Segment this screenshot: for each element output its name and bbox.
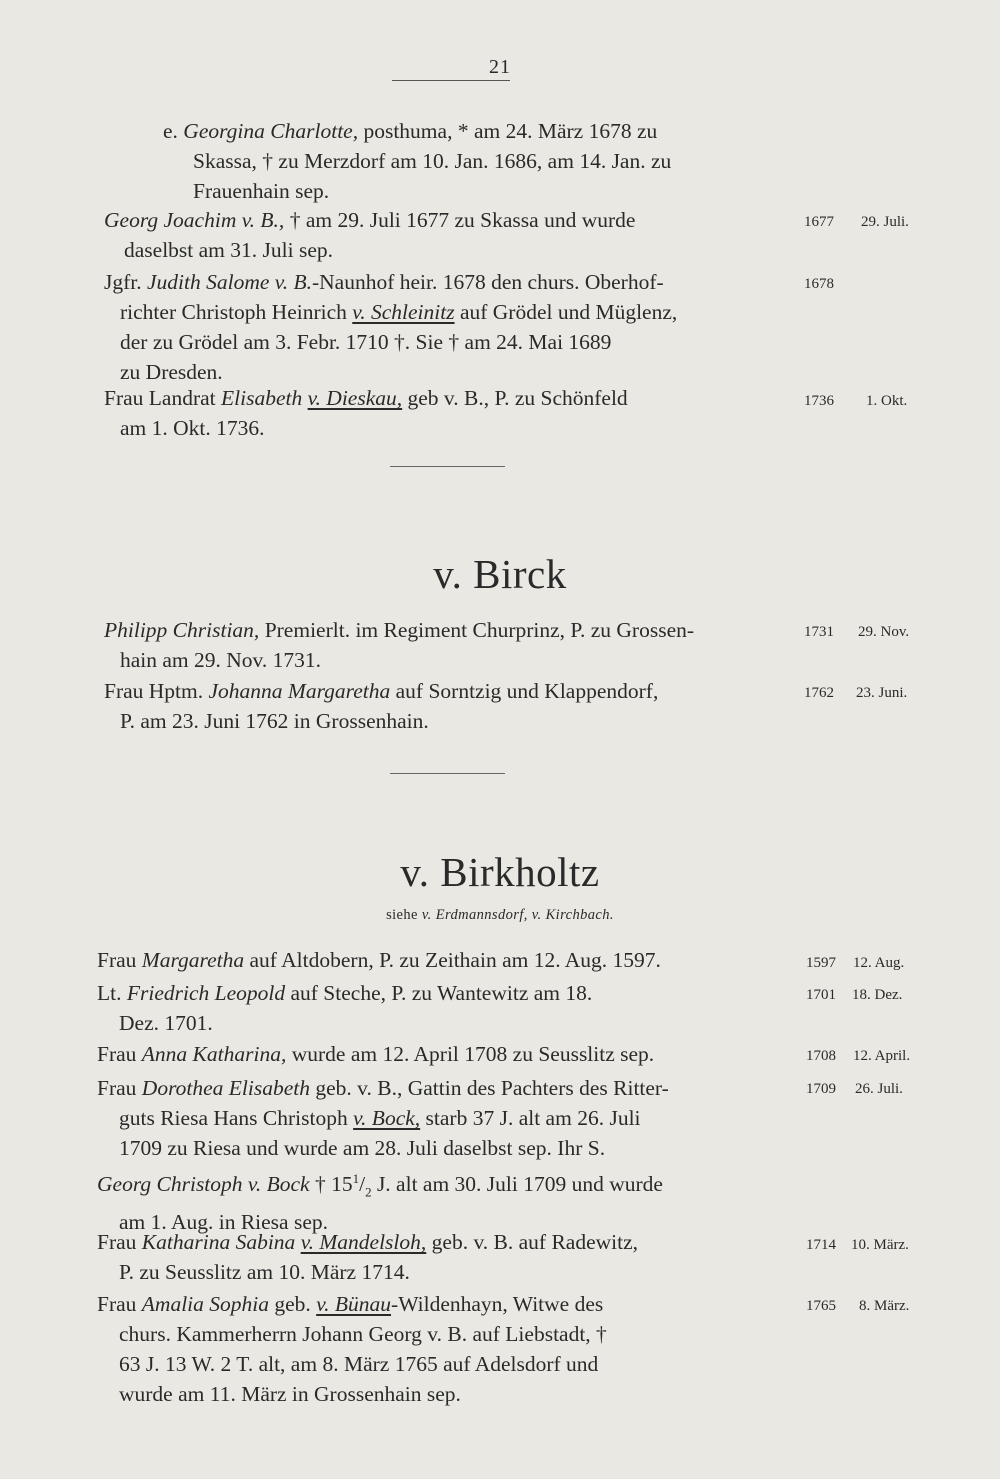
margin-year: 1709 xyxy=(806,1081,836,1097)
person-name: Georgina Charlotte, xyxy=(183,119,359,143)
page-number: 21 xyxy=(489,56,511,78)
top-rule xyxy=(392,80,510,81)
person-name: Georg Christoph v. Bock xyxy=(97,1172,310,1197)
section-heading-birkholtz: v. Birkholtz xyxy=(400,849,600,895)
margin-year: 1736 xyxy=(804,393,834,409)
person-name: Elisabeth xyxy=(221,386,303,410)
margin-date: 23. Juni. xyxy=(856,685,908,701)
margin-year: 1708 xyxy=(806,1048,836,1064)
margin-year: 1597 xyxy=(806,955,836,971)
entry-georgina-charlotte: e. Georgina Charlotte, posthuma, * am 24. März 1678 zu Skassa, † zu Merzdorf am 10. Jan. 1686, am 14. Jan. zu Frauenhain sep. xyxy=(163,119,672,203)
margin-date: 29. Juli. xyxy=(861,214,909,230)
entry-margaretha: Frau Margaretha auf Altdobern, P. zu Zeithain am 12. Aug. 1597. xyxy=(97,948,661,972)
person-name: Philipp Christian, xyxy=(104,618,260,642)
margin-date: 29. Nov. xyxy=(858,624,910,640)
margin-date: 18. Dez. xyxy=(852,987,903,1003)
margin-year: 1714 xyxy=(806,1237,836,1253)
cross-reference: v. Dieskau, xyxy=(307,386,403,410)
margin-year: 1678 xyxy=(804,276,834,292)
margin-date: 12. Aug. xyxy=(853,955,905,971)
person-name: Dorothea Elisabeth xyxy=(141,1076,310,1100)
person-name: Margaretha xyxy=(141,948,245,972)
person-name: Amalia Sophia xyxy=(141,1292,270,1316)
margin-year: 1701 xyxy=(806,987,836,1003)
margin-date: 12. April. xyxy=(853,1048,911,1064)
margin-year: 1731 xyxy=(804,624,834,640)
entry-judith-salome: Jgfr. Judith Salome v. B.-Naunhof heir. 1678 den churs. Oberhof- richter Christoph Heinrich v. Schleinitz auf Grödel und Müglenz, der zu Grödel am 3. Febr. 1710 †. Sie † am 24. Mai 1689 zu Dresden. xyxy=(104,270,678,384)
entry-philipp-christian: Philipp Christian, Premierlt. im Regiment Churprinz, P. zu Grossen- hain am 29. Nov. 1731. xyxy=(104,618,695,672)
cross-reference: v. Schleinitz xyxy=(352,300,455,324)
entry-friedrich-leopold: Lt. Friedrich Leopold auf Steche, P. zu Wantewitz am 18. Dez. 1701. xyxy=(97,981,593,1035)
margin-year: 1677 xyxy=(804,214,834,230)
person-name: Johanna Margaretha xyxy=(208,679,391,703)
section-heading-birck: v. Birck xyxy=(433,551,567,597)
person-name: Judith Salome v. B. xyxy=(147,270,312,294)
margin-date: 26. Juli. xyxy=(855,1081,903,1097)
entry-katharina-sabina: Frau Katharina Sabina v. Mandelsloh, geb. v. B. auf Radewitz, P. zu Seusslitz am 10. März 1714. xyxy=(97,1230,639,1284)
entry-dorothea-elisabeth: Frau Dorothea Elisabeth geb. v. B., Gattin des Pachters des Ritter- guts Riesa Hans Christoph v. Bock, starb 37 J. alt am 26. Juli 1709 zu Riesa und wurde am 28. Juli daselbst sep. Ihr S. xyxy=(97,1076,669,1160)
margin-year: 1765 xyxy=(806,1298,836,1314)
cross-reference: v. Mandelsloh, xyxy=(300,1230,427,1254)
person-name: Anna Katharina, xyxy=(141,1042,287,1066)
section-divider xyxy=(390,773,505,774)
margin-date: 8. März. xyxy=(859,1298,910,1314)
margin-date: 10. März. xyxy=(851,1237,909,1253)
margin-year: 1762 xyxy=(804,685,834,701)
section-divider xyxy=(390,466,505,467)
person-name: Georg Joachim v. B., xyxy=(104,208,285,232)
entry-elisabeth: Frau Landrat Elisabeth v. Dieskau, geb v. B., P. zu Schönfeld am 1. Okt. 1736. xyxy=(104,386,628,440)
entry-georg-joachim: Georg Joachim v. B., † am 29. Juli 1677 zu Skassa und wurde daselbst am 31. Juli sep. xyxy=(104,208,636,262)
margin-date: 1. Okt. xyxy=(866,393,908,409)
person-name: Friedrich Leopold xyxy=(126,981,286,1005)
entry-anna-katharina: Frau Anna Katharina, wurde am 12. April 1708 zu Seusslitz sep. xyxy=(97,1042,655,1066)
cross-reference: v. Bünau xyxy=(316,1292,392,1316)
cross-reference-note: siehe v. Erdmannsdorf, v. Kirchbach. xyxy=(386,907,614,923)
entry-johanna-margaretha: Frau Hptm. Johanna Margaretha auf Sorntzig und Klappendorf, P. am 23. Juni 1762 in Grossenhain. xyxy=(104,679,659,733)
entry-amalia-sophia: Frau Amalia Sophia geb. v. Bünau-Wildenhayn, Witwe des churs. Kammerherrn Johann Georg v. B. auf Liebstadt, † 63 J. 13 W. 2 T. alt, am 8. März 1765 auf Adelsdorf und wurde am 11. März in Grossenhain sep. xyxy=(97,1292,607,1406)
person-name: Katharina Sabina xyxy=(141,1230,296,1254)
cross-reference: v. Bock, xyxy=(353,1106,421,1130)
entry-georg-christoph: Georg Christoph v. Bock † $15^1/_2$ J. alt am 30. Juli 1709 und wurde am 1. Aug. in Riesa sep. xyxy=(97,1171,663,1235)
